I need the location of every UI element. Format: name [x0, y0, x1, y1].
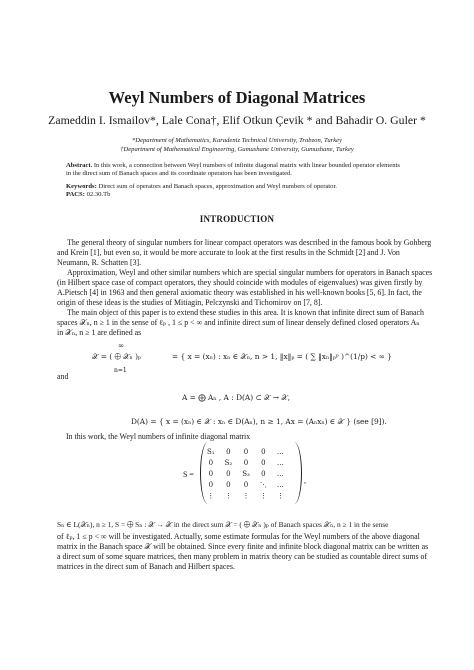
text-line: Neumann, R. Schatten [3]. [57, 258, 142, 267]
text-line: Sₙ ∈ L(𝒳ₙ), n ≥ 1, S = ⨁ Sₙ : 𝒳 → 𝒳 in the direct sum 𝒳 = ( ⨁ 𝒳ₙ )ₚ of Banach spaces 𝒳ₙ, n ≥ 1 in the sense [57, 520, 389, 529]
author-list: Zameddin I. Ismailov*, Lale Cona†, Elif Otkun Çevik * and Bahadir O. Guler * [48, 113, 426, 127]
matrix-cell: S₂ [224, 458, 233, 467]
matrix-cell: 0 [208, 480, 214, 489]
abstract-text-2: in the direct sum of Banach spaces and its coordinate operators has been investigated. [66, 170, 292, 178]
text-line: spaces 𝒳ₙ, n ≥ 1 in the sense of ℓₚ , 1 ≤ p < ∞ and infinite direct sum of linear densely defined closed operators Aₙ [57, 318, 420, 327]
text-line: origin of these ideas is the studies of Mitiagin, Pelczynski and Tichomirov on [7, 8]. [57, 298, 323, 307]
equation-direct-sum-operator: A = ⨁ Aₙ , A : D(A) ⊂ 𝒳 → 𝒳, [182, 393, 290, 402]
paragraph-4: In this work, the Weyl numbers of infinite diagonal matrix [66, 432, 251, 441]
abstract [66, 162, 416, 178]
sum-upper-limit: ∞ [118, 341, 125, 350]
affiliation-1: *Department of Mathematics, Karadeniz Technical University, Trabzon, Turkey [131, 137, 342, 144]
text-line: matrices in the direct sum of Banach and Hilbert spaces. [57, 562, 235, 571]
and-word: and [57, 372, 69, 381]
matrix-cell: S₃ [242, 469, 250, 478]
matrix-row [202, 490, 289, 501]
matrix-cell: 0 [243, 480, 249, 489]
paragraph-3 [57, 308, 422, 338]
matrix-cell: … [276, 458, 284, 467]
text-line: in 𝒳ₙ, n ≥ 1 are defined as [57, 328, 142, 337]
matrix-cell: 0 [226, 469, 231, 478]
equation-norm-definition: = { x = (xₙ) : xₙ ∈ 𝒳ₙ, n > 1, ‖x‖ₚ = ( ∑ ‖xₙ‖ₚᵖ )^(1/p) < ∞ } [172, 352, 392, 361]
matrix-cell: … [276, 447, 284, 456]
keywords-block [66, 183, 337, 199]
matrix-cell: ⋮ [207, 491, 215, 500]
matrix-cell: ⋮ [224, 491, 232, 500]
text-line: matrix in the Banach space 𝒳 will be obtained. Since every finite and infinite block diagonal matrix can be written as [57, 542, 429, 551]
matrix-cell: S₁ [207, 447, 215, 456]
matrix-cell: … [276, 469, 284, 478]
equation-domain: D(A) = { x = (xₙ) ∈ 𝒳 : xₙ ∈ D(Aₙ), n ≥ 1, Ax = (Aₙxₙ) ∈ 𝒳 } (see [9]). [131, 417, 387, 426]
matrix-cell: 0 [208, 458, 214, 467]
text-line: (in Hilbert space case of compact operators, they should coincide with modules of eigenvalues) was given firstly by [57, 278, 423, 287]
equation-direct-sum-space: 𝒳 = ( ⨁ 𝒳ₙ )ₚ [92, 352, 141, 361]
matrix-cell: ⋮ [259, 491, 267, 500]
affiliation-2: †Department of Mathematical Engineering, Gumushane University, Gumushane, Turkey [120, 146, 354, 153]
matrix-cell: 0 [243, 458, 249, 467]
paragraph-1 [57, 238, 432, 268]
keywords-label: Keywords: [66, 183, 97, 190]
matrix-cell: ⋮ [276, 491, 284, 500]
pacs-label: PACS: [66, 191, 85, 199]
matrix-cell: 0 [208, 469, 214, 478]
text-line: and Krein [1], but even so, it would be more accurate to look at the first results in the Schmidt [2] and J. Von [57, 248, 400, 257]
abstract-text-1: In this work, a connection between Weyl numbers of infinite diagonal matrix with linear bounded operator elements [93, 162, 400, 169]
diagonal-matrix [202, 446, 289, 501]
matrix-cell: 0 [226, 447, 231, 456]
matrix-comma: , [304, 476, 306, 485]
matrix-cell: ⋮ [242, 491, 250, 500]
matrix-label: S = [183, 470, 194, 479]
matrix-cell: ⋱ [259, 480, 267, 489]
matrix-cell: … [276, 480, 284, 489]
text-line: Approximation, Weyl and other similar numbers which are special singular numbers for operators in Banach spaces [67, 268, 433, 277]
matrix-cell: 0 [226, 480, 231, 489]
text-line: A.Pietsch [4] in 1963 and then general axiomatic theory was established in his well-known books [5, 6]. In fact, the [57, 288, 422, 297]
paragraph-5 [57, 520, 429, 572]
pacs-text: 02.30.Tb [86, 191, 111, 199]
matrix-cell: 0 [243, 447, 249, 456]
text-line: of ℓₚ, 1 ≤ p < ∞ will be investigated. Actually, some estimate formulas for the Weyl numbers of the above diagonal [57, 532, 420, 541]
paragraph-2 [57, 268, 433, 308]
matrix-row [202, 446, 289, 457]
text-line: The general theory of singular numbers for linear compact operators was described in the famous book by Gohberg [67, 238, 432, 247]
abstract-label: Abstract. [66, 162, 93, 169]
matrix-cell: 0 [261, 469, 266, 478]
matrix-row [202, 479, 289, 490]
matrix-cell: 0 [261, 458, 266, 467]
matrix-row [202, 468, 289, 479]
keywords-text: Direct sum of operators and Banach spaces, approximation and Weyl numbers of operator. [98, 183, 337, 190]
text-line: The main object of this paper is to extend these studies in this area. It is known that infinite direct sum of Banach [67, 308, 424, 317]
text-line: a direct sum of some square matrices, then many problem in matrix theory can be studied as countable direct sums of [57, 552, 428, 561]
section-heading: INTRODUCTION [199, 214, 275, 224]
matrix-cell: 0 [261, 447, 266, 456]
sum-lower-limit: n=1 [114, 367, 127, 374]
paper-title: Weyl Numbers of Diagonal Matrices [108, 88, 366, 107]
matrix-row [202, 457, 289, 468]
